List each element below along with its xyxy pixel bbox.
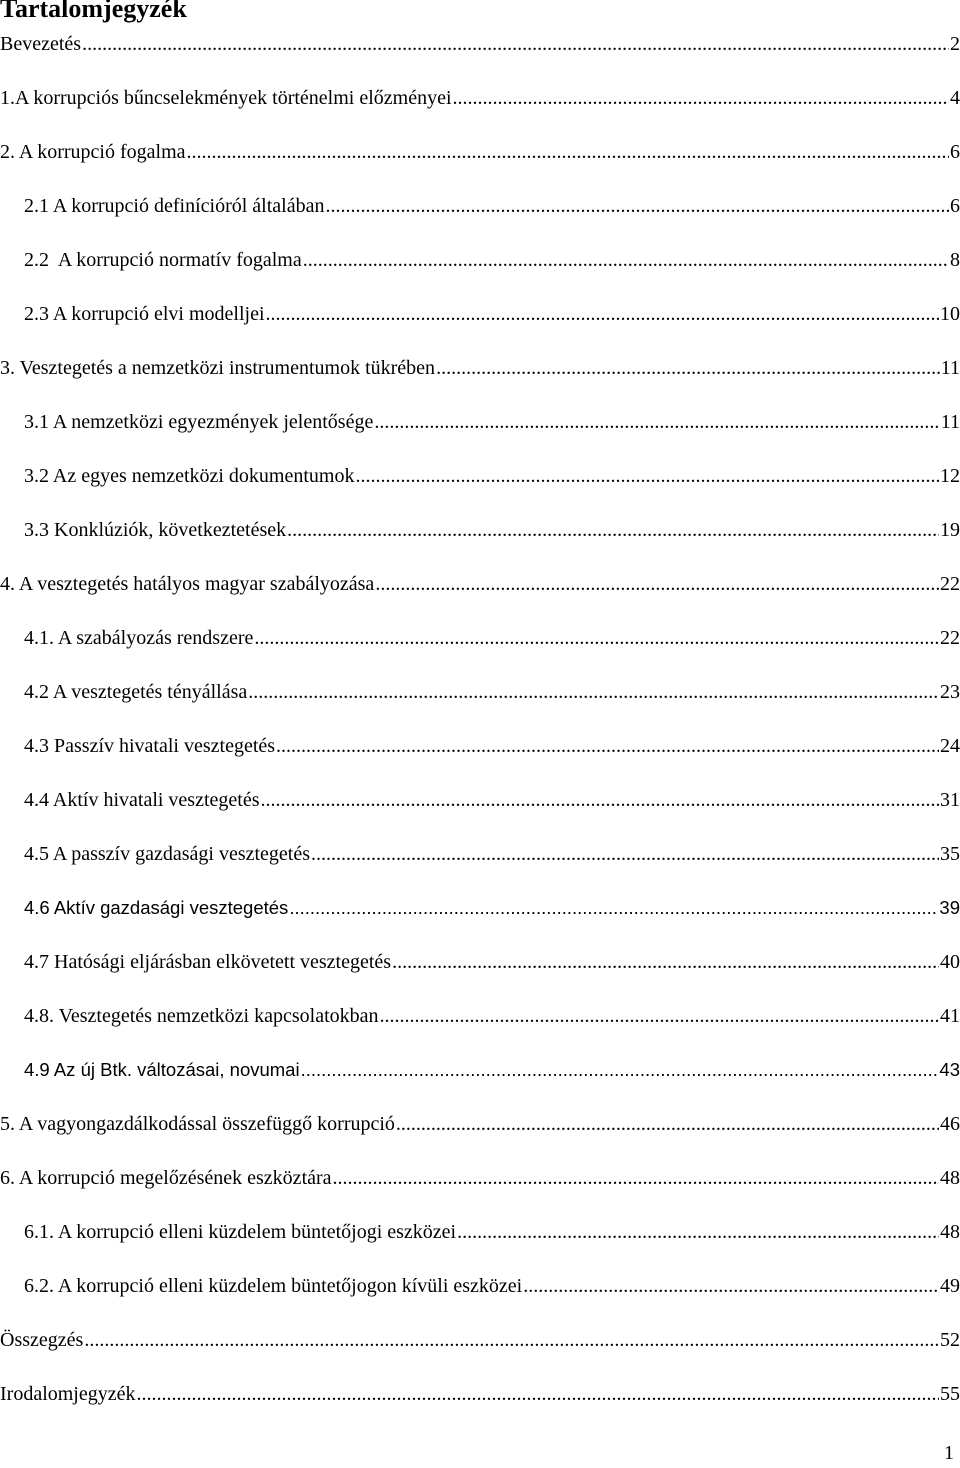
toc-entry-page: 19 [940,519,960,541]
toc-dot-leader [457,1221,939,1244]
toc-dot-leader [380,1005,939,1028]
toc-entry-4-2[interactable] [24,681,960,709]
toc-entry-irodalomjegyzek[interactable] [0,1383,960,1411]
toc-entry-label: 4.7 Hatósági eljárásban elkövetett vesztegetés [24,951,392,973]
toc-entry-page: 8 [950,249,960,271]
toc-entry-label: 4.8. Vesztegetés nemzetközi kapcsolatokban [24,1005,379,1027]
toc-entry-label: 3.2 Az egyes nemzetközi dokumentumok [24,465,355,487]
toc-entry-label: 3.1 A nemzetközi egyezmények jelentősége [24,411,374,433]
toc-entry-page: 23 [940,681,960,703]
toc-entry-label: 4.6 Aktív gazdasági vesztegetés [24,897,289,918]
toc-entry-page: 40 [940,951,960,973]
toc-entry-page: 22 [940,573,960,595]
toc-dot-leader [325,195,949,218]
toc-entry-page: 10 [940,303,960,325]
toc-entry-label: Irodalomjegyzék [0,1383,136,1405]
toc-entry-4-7[interactable] [24,951,960,979]
toc-entry-page: 41 [940,1005,960,1027]
toc-entry-label: 4.3 Passzív hivatali vesztegetés [24,735,276,757]
toc-entry-page: 22 [940,627,960,649]
toc-dot-leader [301,1059,939,1081]
toc-entry-4[interactable] [0,573,960,601]
toc-dot-leader [453,87,949,110]
toc-entry-label: Összegzés [0,1329,84,1351]
toc-dot-leader [374,411,939,434]
toc-dot-leader [287,519,939,542]
toc-dot-leader [261,789,940,812]
toc-entry-3-1[interactable] [24,411,960,439]
toc-entry-label: 6. A korrupció megelőzésének eszköztára [0,1167,332,1189]
toc-dot-leader [187,141,949,164]
toc-dot-leader [523,1275,939,1298]
toc-entry-page: 43 [939,1059,960,1080]
toc-entry-label: 4.5 A passzív gazdasági vesztegetés [24,843,311,865]
toc-entry-4-8[interactable] [24,1005,960,1033]
toc-entry-page: 6 [950,195,960,217]
toc-entry-2-2[interactable] [24,249,960,277]
toc-dot-leader [266,303,939,326]
toc-entry-page: 11 [940,411,960,433]
toc-entry-page: 52 [940,1329,960,1351]
toc-entry-label: 5. A vagyongazdálkodással összefüggő korrupció [0,1113,395,1135]
toc-entry-label: 2.2 A korrupció normatív fogalma [24,249,302,271]
toc-entry-label: 3. Vesztegetés a nemzetközi instrumentumok tükrében [0,357,436,379]
toc-entry-3-3[interactable] [24,519,960,547]
toc-entry-label: 2.1 A korrupció definícióról általában [24,195,325,217]
toc-dot-leader [82,33,949,56]
toc-entry-page: 39 [939,897,960,918]
toc-entry-5[interactable] [0,1113,960,1141]
page-number: 1 [944,1442,954,1464]
toc-entry-page: 11 [940,357,960,379]
toc-entry-page: 12 [940,465,960,487]
toc-entry-2[interactable] [0,141,960,169]
toc-entry-page: 24 [940,735,960,757]
toc-entry-page: 49 [940,1275,960,1297]
toc-entry-page: 48 [940,1167,960,1189]
toc-dot-leader [289,897,938,919]
toc-entry-6-1[interactable] [24,1221,960,1249]
toc-entry-page: 4 [950,87,960,109]
toc-entry-label: 6.1. A korrupció elleni küzdelem büntetőjogi eszközei [24,1221,457,1243]
toc-entry-bevezetes[interactable] [0,33,960,61]
toc-dot-leader [137,1383,940,1406]
toc-dot-leader [276,735,939,758]
toc-dot-leader [396,1113,939,1136]
toc-dot-leader [436,357,940,380]
toc-entry-label: 3.3 Konklúziók, következtetések [24,519,287,541]
toc-entry-1[interactable] [0,87,960,115]
toc-entry-label: 4.1. A szabályozás rendszere [24,627,254,649]
toc-entry-label: Bevezetés [0,33,82,55]
toc-entry-2-1[interactable] [24,195,960,223]
toc-entry-4-1[interactable] [24,627,960,655]
toc-dot-leader [254,627,939,650]
toc-dot-leader [375,573,939,596]
toc-dot-leader [84,1329,939,1352]
toc-entry-osszegzes[interactable] [0,1329,960,1357]
toc-entry-4-3[interactable] [24,735,960,763]
toc-entry-label: 2. A korrupció fogalma [0,141,186,163]
toc-entry-label: 4. A vesztegetés hatályos magyar szabályozása [0,573,375,595]
toc-entry-4-6[interactable] [24,897,960,925]
toc-entry-page: 31 [940,789,960,811]
toc-entry-6-2[interactable] [24,1275,960,1303]
toc-dot-leader [355,465,939,488]
toc-dot-leader [311,843,939,866]
toc-entry-page: 6 [950,141,960,163]
toc-entry-page: 35 [940,843,960,865]
toc-entry-label: 1.A korrupciós bűncselekmények történelmi előzményei [0,87,452,109]
toc-dot-leader [333,1167,939,1190]
toc-entry-3[interactable] [0,357,960,385]
toc-dot-leader [392,951,939,974]
toc-title: Tartalomjegyzék [0,0,187,23]
toc-dot-leader [248,681,939,704]
toc-entry-label: 4.4 Aktív hivatali vesztegetés [24,789,260,811]
toc-entry-4-9[interactable] [24,1059,960,1087]
toc-entry-4-4[interactable] [24,789,960,817]
toc-entry-label: 2.3 A korrupció elvi modelljei [24,303,265,325]
toc-entry-page: 48 [940,1221,960,1243]
toc-entry-label: 4.9 Az új Btk. változásai, novumai [24,1059,300,1080]
toc-entry-label: 4.2 A vesztegetés tényállása [24,681,248,703]
toc-entry-page: 46 [940,1113,960,1135]
toc-entry-3-2[interactable] [24,465,960,493]
toc-dot-leader [303,249,949,272]
toc-entry-2-3[interactable] [24,303,960,331]
toc-entry-page: 2 [950,33,960,55]
toc-entry-6[interactable] [0,1167,960,1195]
toc-entry-page: 55 [940,1383,960,1405]
toc-entry-4-5[interactable] [24,843,960,871]
toc-entry-label: 6.2. A korrupció elleni küzdelem büntetőjogon kívüli eszközei [24,1275,523,1297]
